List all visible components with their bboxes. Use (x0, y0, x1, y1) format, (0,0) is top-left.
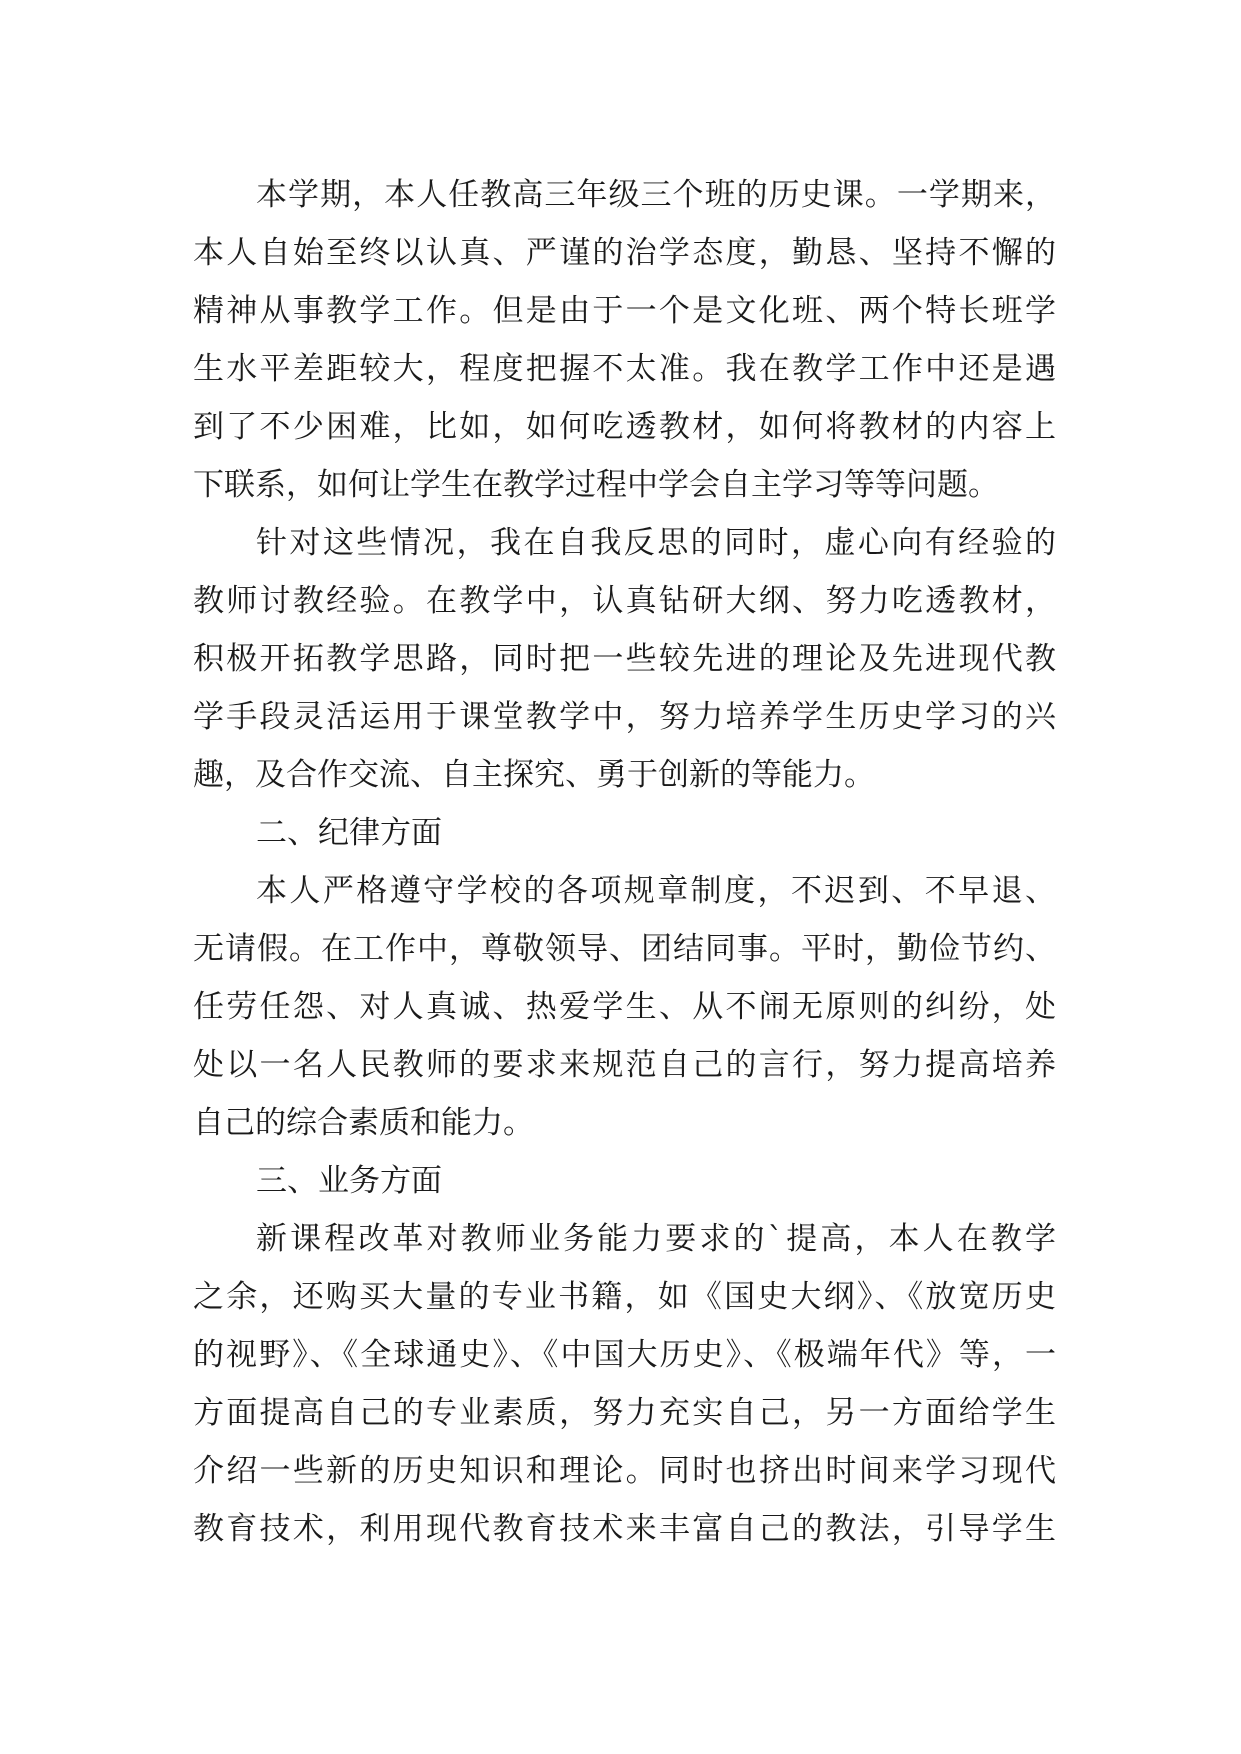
paragraph-2-line: 针对这些情况，我在自我反思的同时，虚心向有经验的 (256, 525, 1056, 561)
paragraph-2-line: 教师讨教经验。在教学中，认真钻研大纲、努力吃透教材， (193, 583, 1056, 619)
paragraph-3-line: 处以一名人民教师的要求来规范自己的言行，努力提高培养 (193, 1047, 1056, 1083)
paragraph-1-line: 生水平差距较大，程度把握不太准。我在教学工作中还是遇 (193, 351, 1056, 387)
paragraph-3-line: 本人严格遵守学校的各项规章制度，不迟到、不早退、 (256, 873, 1056, 909)
paragraph-2-line: 趣，及合作交流、自主探究、勇于创新的等能力。 (193, 757, 875, 793)
section-heading-discipline: 二、纪律方面 (256, 815, 442, 851)
paragraph-1-line: 下联系，如何让学生在教学过程中学会自主学习等等问题。 (193, 467, 999, 503)
paragraph-3-line: 任劳任怨、对人真诚、热爱学生、从不闹无原则的纠纷，处 (193, 989, 1056, 1025)
paragraph-4-line: 教育技术，利用现代教育技术来丰富自己的教法，引导学生 (193, 1511, 1056, 1547)
paragraph-1-line: 精神从事教学工作。但是由于一个是文化班、两个特长班学 (193, 293, 1056, 329)
paragraph-3-line: 无请假。在工作中，尊敬领导、团结同事。平时，勤俭节约、 (193, 931, 1056, 967)
section-heading-business: 三、业务方面 (256, 1163, 442, 1199)
paragraph-1-line: 本人自始至终以认真、严谨的治学态度，勤恳、坚持不懈的 (193, 235, 1056, 271)
paragraph-3-line: 自己的综合素质和能力。 (193, 1105, 534, 1141)
paragraph-4-line: 之余，还购买大量的专业书籍，如《国史大纲》、《放宽历史 (193, 1279, 1056, 1315)
paragraph-4-line: 介绍一些新的历史知识和理论。同时也挤出时间来学习现代 (193, 1453, 1056, 1489)
paragraph-2-line: 学手段灵活运用于课堂教学中，努力培养学生历史学习的兴 (193, 699, 1056, 735)
paragraph-4-line: 的视野》、《全球通史》、《中国大历史》、《极端年代》等，一 (193, 1337, 1056, 1373)
paragraph-2-line: 积极开拓教学思路，同时把一些较先进的理论及先进现代教 (193, 641, 1056, 677)
paragraph-4-line: 新课程改革对教师业务能力要求的`提高，本人在教学 (256, 1221, 1056, 1257)
paragraph-4-line: 方面提高自己的专业素质，努力充实自己，另一方面给学生 (193, 1395, 1056, 1431)
paragraph-1-line: 到了不少困难，比如，如何吃透教材，如何将教材的内容上 (193, 409, 1056, 445)
paragraph-1-line: 本学期，本人任教高三年级三个班的历史课。一学期来， (256, 177, 1056, 213)
